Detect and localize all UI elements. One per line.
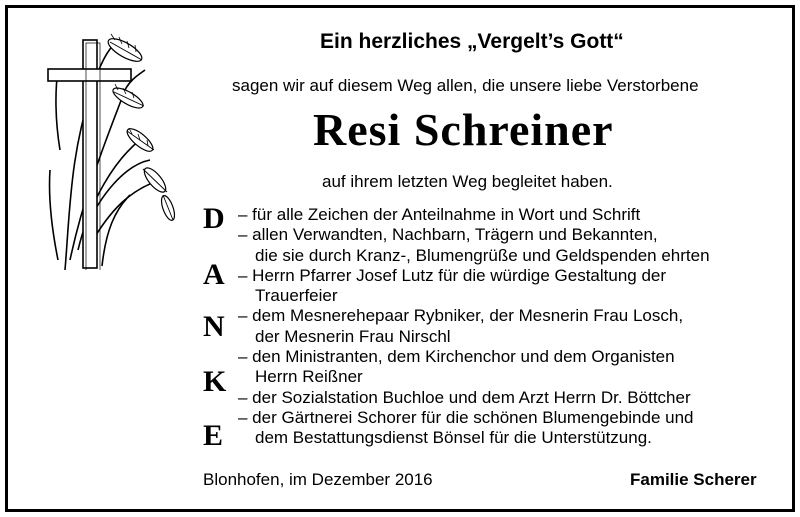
thanks-line: der Mesnerin Frau Nirschl: [255, 326, 451, 346]
danke-letter: N: [203, 310, 225, 343]
thanks-line: Herrn Reißner: [255, 367, 363, 387]
signature: Familie Scherer: [630, 470, 757, 489]
danke-letters: [203, 202, 233, 452]
thanks-line: – den Ministranten, dem Kirchenchor und dem Organisten: [238, 347, 675, 367]
intro-text: sagen wir auf diesem Weg allen, die unsere liebe Verstorbene: [232, 76, 699, 95]
thanks-line: Trauerfeier: [255, 286, 338, 306]
thanks-line: – Herrn Pfarrer Josef Lutz für die würdige Gestaltung der: [238, 265, 667, 285]
accompanied-text: auf ihrem letzten Weg begleitet haben.: [322, 172, 613, 191]
danke-letter: E: [203, 419, 224, 452]
thanks-line: – allen Verwandten, Nachbarn, Trägern und Bekannten,: [238, 225, 658, 245]
danke-letter: K: [203, 365, 227, 398]
thanks-line: die sie durch Kranz-, Blumengrüße und Geldspenden ehrten: [255, 245, 710, 265]
place-date: Blonhofen, im Dezember 2016: [203, 470, 433, 489]
danke-letter: D: [203, 202, 225, 235]
thanks-line: – der Gärtnerei Schorer für die schönen Blumengebinde und: [238, 407, 694, 427]
thanks-line: – der Sozialstation Buchloe und dem Arzt Herrn Dr. Böttcher: [238, 387, 691, 407]
thanks-line: – für alle Zeichen der Anteilnahme in Wort und Schrift: [238, 205, 641, 224]
thanks-heading: Ein herzliches „Vergelt’s Gott“: [320, 30, 624, 53]
thanks-line: dem Bestattungsdienst Bönsel für die Unterstützung.: [255, 428, 652, 448]
danke-letter: A: [203, 258, 225, 291]
wheat-ears: [105, 34, 177, 222]
thanks-line: – dem Mesnerehepaar Rybniker, der Mesnerin Frau Losch,: [238, 306, 684, 326]
deceased-name: Resi Schreiner: [313, 104, 614, 155]
cross-with-wheat-illustration: [30, 30, 190, 270]
cross-icon: [48, 40, 131, 270]
thanks-list: [238, 205, 778, 449]
